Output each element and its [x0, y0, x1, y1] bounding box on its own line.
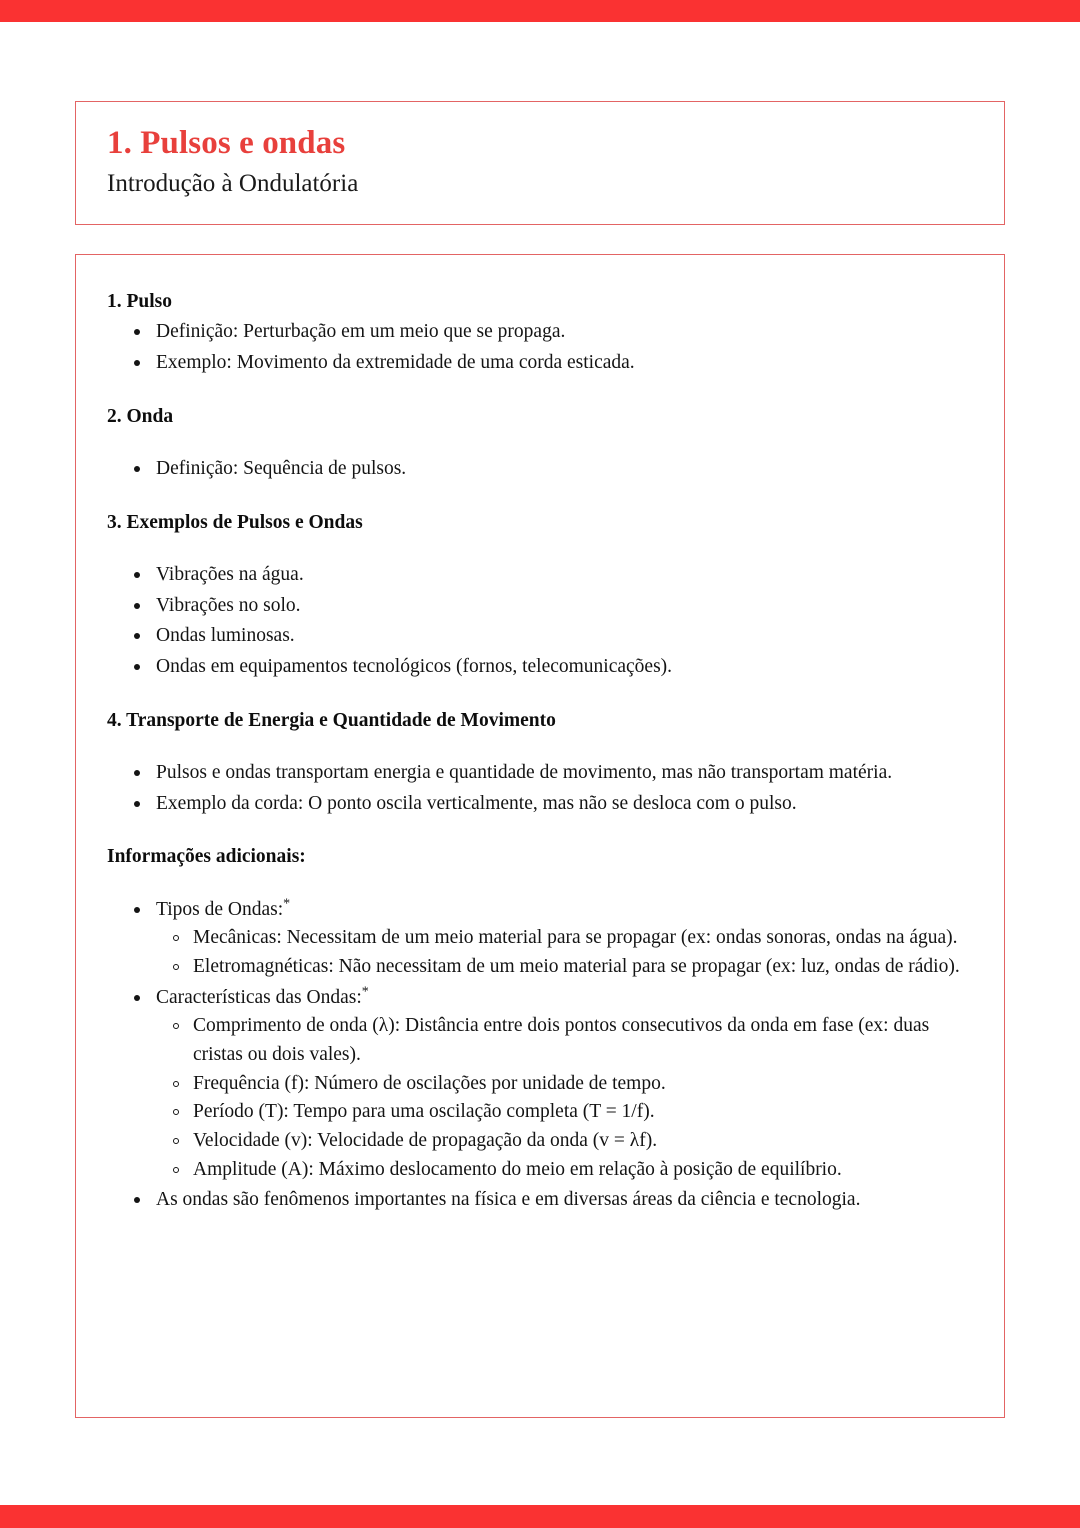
list-item-text: Ondas luminosas.	[156, 625, 295, 647]
list-item-text: Ondas em equipamentos tecnológicos (fornos, telecomunicações).	[156, 655, 673, 677]
list-item	[129, 592, 976, 621]
additional-info-heading: Informações adicionais:	[107, 846, 306, 868]
bullet-disc-icon	[134, 907, 140, 913]
list-item	[129, 653, 976, 682]
section-list-1	[107, 318, 976, 377]
header-box	[75, 101, 1005, 225]
bullet-circle-icon	[173, 964, 179, 970]
list-item	[168, 1156, 976, 1185]
footnote-marker: *	[283, 896, 291, 912]
section-list-4	[107, 759, 976, 818]
bullet-circle-icon	[173, 1081, 179, 1087]
section-heading-1: 1. Pulso	[107, 291, 173, 312]
bullet-disc-icon	[134, 466, 140, 472]
bullet-circle-icon	[173, 1167, 179, 1173]
list-item	[168, 1098, 976, 1127]
list-item	[129, 561, 976, 590]
list-item	[129, 790, 976, 819]
list-item-text: As ondas são fenômenos importantes na física e em diversas áreas da ciência e tecnologia.	[156, 1189, 861, 1211]
list-item-text: Definição: Sequência de pulsos.	[156, 458, 407, 479]
list-item-text: Eletromagnéticas: Não necessitam de um meio material para se propagar (ex: luz, ondas de rádio).	[193, 955, 960, 977]
list-item	[168, 953, 976, 982]
bottom-accent-bar	[0, 1505, 1080, 1528]
section-heading-2: 2. Onda	[107, 405, 174, 427]
list-item	[168, 1127, 976, 1156]
group-sublist	[156, 924, 976, 981]
bullet-circle-icon	[173, 1138, 179, 1144]
list-item	[168, 1012, 976, 1069]
bullet-disc-icon	[134, 572, 140, 578]
list-item-text: Mecânicas: Necessitam de um meio material para se propagar (ex: ondas sonoras, ondas na água).	[193, 927, 958, 949]
bullet-disc-icon	[134, 664, 140, 670]
content-box	[75, 254, 1005, 1418]
section-heading-3: 3. Exemplos de Pulsos e Ondas	[107, 511, 363, 533]
list-item	[129, 455, 976, 484]
group-label: Tipos de Ondas:	[156, 898, 284, 920]
top-accent-bar	[0, 0, 1080, 22]
list-item-text: Vibrações no solo.	[156, 594, 301, 616]
bullet-disc-icon	[134, 633, 140, 639]
section-list-3	[107, 561, 976, 682]
list-item-text: Vibrações na água.	[156, 564, 304, 585]
list-item-text: Comprimento de onda (λ): Distância entre dois pontos consecutivos da onda em fase (ex: duas cristas ou dois vales).	[193, 1015, 930, 1065]
section-list-2	[107, 455, 976, 484]
list-item-text: Frequência (f): Número de oscilações por unidade de tempo.	[193, 1072, 666, 1094]
list-item-text: Definição: Perturbação em um meio que se propaga.	[156, 321, 566, 343]
list-item-text: Amplitude (A): Máximo deslocamento do meio em relação à posição de equilíbrio.	[193, 1158, 842, 1180]
bullet-disc-icon	[134, 1197, 140, 1203]
page-title: 1. Pulsos e ondas	[107, 125, 346, 161]
list-item	[129, 759, 976, 788]
list-item-text: Período (T): Tempo para uma oscilação completa (T = 1/f).	[193, 1101, 655, 1123]
bullet-circle-icon	[173, 1023, 179, 1029]
list-item	[129, 318, 976, 347]
list-item	[129, 349, 976, 378]
list-item	[129, 984, 976, 1185]
bullet-disc-icon	[134, 329, 140, 335]
list-item-text: Exemplo da corda: O ponto oscila verticalmente, mas não se desloca com o pulso.	[156, 792, 797, 814]
bullet-disc-icon	[134, 801, 140, 807]
list-item	[129, 622, 976, 651]
list-item	[168, 924, 976, 953]
list-item-text: Velocidade (v): Velocidade de propagação da onda (v = λf).	[193, 1129, 658, 1151]
list-item	[168, 1070, 976, 1099]
list-item	[129, 896, 976, 982]
additional-info-list	[107, 896, 976, 1215]
bullet-circle-icon	[173, 935, 179, 941]
list-item	[129, 1186, 976, 1215]
list-item-text: Pulsos e ondas transportam energia e quantidade de movimento, mas não transportam matéria.	[156, 761, 893, 783]
bullet-disc-icon	[134, 770, 140, 776]
section-heading-4: 4. Transporte de Energia e Quantidade de Movimento	[107, 709, 556, 731]
bullet-disc-icon	[134, 995, 140, 1001]
bullet-disc-icon	[134, 360, 140, 366]
group-sublist	[156, 1012, 976, 1184]
group-label: Características das Ondas:	[156, 986, 362, 1008]
list-item-text: Exemplo: Movimento da extremidade de uma corda esticada.	[156, 352, 635, 373]
footnote-marker: *	[361, 984, 369, 1000]
page-subtitle: Introdução à Ondulatória	[107, 169, 359, 197]
bullet-circle-icon	[173, 1109, 179, 1115]
bullet-disc-icon	[134, 603, 140, 609]
